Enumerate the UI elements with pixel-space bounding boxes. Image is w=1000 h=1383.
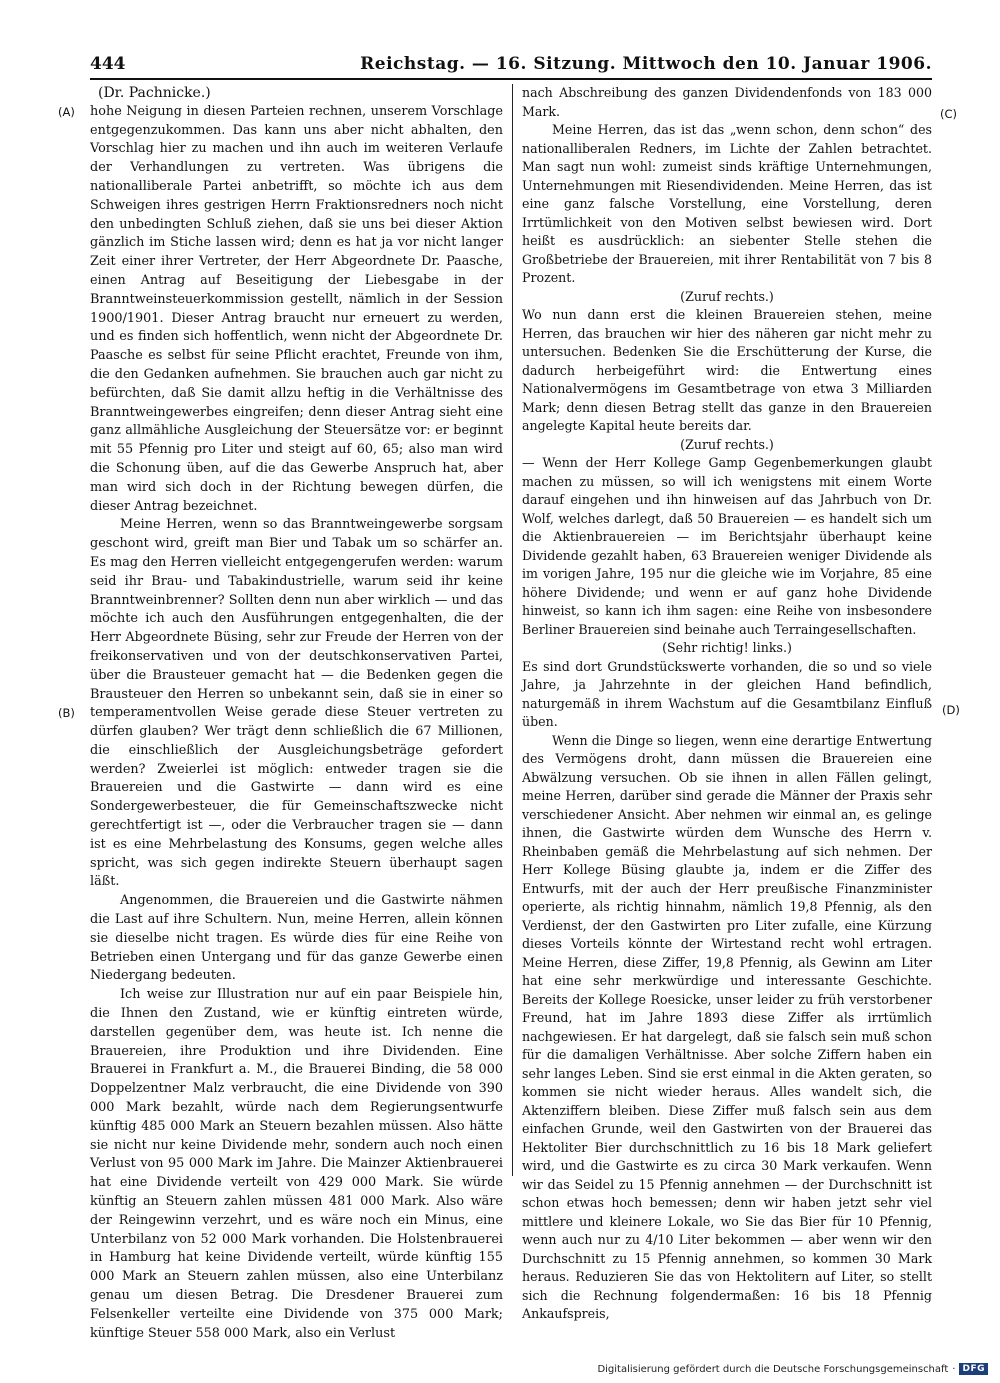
dfg-logo: DFG (959, 1363, 988, 1375)
paragraph: Ich weise zur Illustration nur auf ein paar Beispiele hin, die Ihnen den Zustand, wie er künftig eintreten würde, darstellen gegenüber dem, was heute ist. Ich nenne die Brauereien, ihre Produktion und ihre Dividenden. Eine Brauerei in Frankfurt a. M., die Brauerei Binding, die 58 000 Doppelzentner Malz verbraucht, die eine Dividende von 390 000 Mark bezahlt, würde nach dem Regierungsentwurfe künftig 485 000 Mark an Steuern bezahlen müssen. Also hätte sie nicht nur keine Dividende mehr, sondern auch noch einen Verlust von 95 000 Mark im Jahre. Die Mainzer Aktienbrauerei hat eine Dividende verteilt von 429 000 Mark. Sie würde künftig an Steuern zahlen müssen 481 000 Mark. Also wäre der Reingewinn verzehrt, und es wäre noch ein Minus, eine Unterbilanz von 52 000 Mark vorhanden. Die Holstenbrauerei in Hamburg hat keine Dividende verteilt, würde künftig 155 000 Mark an Steuern zahlen müssen, also eine Unterbilanz genau um diesen Betrag. Die Dresdener Brauerei zum Felsenkeller verteilte eine Dividende von 375 000 Mark; künftige Steuer 558 000 Mark, also ein Verlust (90, 987, 503, 1341)
margin-marker-b: (B) (58, 706, 75, 720)
page-header (90, 46, 932, 74)
interjection: (Sehr richtig! links.) (662, 640, 792, 655)
paragraph: Wenn die Dinge so liegen, wenn eine derartige Entwertung des Vermögens droht, dann müssen die Brauereien eine Abwälzung versuchen. Ob sie ihnen in allen Fällen gelingt, meine Herren, darüber sind gerade die Männer der Praxis sehr verschiedener Ansicht. Aber nehmen wir einmal an, es gelinge ihnen, die Gastwirte würden dem Wunsche des Herrn v. Rheinbaben gemäß die Mehrbelastung auf sich nehmen. Der Herr Kollege Büsing glaubte ja, indem er die Ziffer des Entwurfs, mit der auch der Herr preußische Finanzminister operierte, als richtig hinnahm, nämlich 19,8 Pfennig, als den Verdienst, der den Gastwirten pro Liter zufalle, eine Kürzung dieses Vorteils könnte der Wirtestand recht wohl ertragen. Meine Herren, diese Ziffer, 19,8 Pfennig, als Gewinn am Liter hat eine sehr merkwürdige und interessante Geschichte. Bereits der Kollege Roesicke, unser leider zu früh verstorbener Freund, hat im Jahre 1893 diese Ziffer als irrtümlich nachgewiesen. Er hat dargelegt, daß sie falsch sein muß schon für die damaligen Verhältnisse. Aber solche Ziffern haben ein sehr langes Leben. Sind sie erst einmal in die Akten geraten, so kommen sie nicht wieder heraus. Alles wandelt sich, die Aktenziffern bleiben. Diese Ziffer muß falsch sein aus dem einfachen Grunde, weil den Gastwirten von der Brauerei das Hektoliter Bier durchschnittlich zu 16 bis 18 Mark geliefert wird, und die Gastwirte es zu circa 30 Mark verkaufen. Wenn wir das Seidel zu 15 Pfennig annehmen — der Durchschnitt ist schon etwas hoch bemessen; denn wir haben jetzt sehr viel mittlere und kleinere Lokale, wo Sie das Bier für 10 Pfennig, wenn auch nur zu 4/10 Liter bekommen — aber wenn wir den Durchschnitt zu 15 Pfennig annehmen, so kommen 30 Mark heraus. Reduzieren Sie das von Hektolitern auf Liter, so stellt sich die Rechnung folgendermaßen: 16 bis 18 Pfennig Ankaufspreis, (522, 732, 932, 1321)
paragraph: — Wenn der Herr Kollege Gamp Gegenbemerkungen glaubt machen zu müssen, so will ich wenigstens mit einem Worte darauf eingehen und ihn hinweisen auf das Jahrbuch von Dr. Wolf, welches darlegt, daß 50 Brauereien — es handelt sich um die Aktienbrauereien — im Berichtsjahr überhaupt keine Dividende gezahlt haben, 63 Brauereien weniger Dividende als im vorigen Jahre, 195 nur die gleiche wie im Vorjahre, 85 eine höhere Dividende; und wenn er auf ganz hohe Dividende hinweist, so kann ich ihm sagen: eine Reihe von insbesondere Berliner Brauereien sind beinahe auch Terraingesellschaften. (522, 455, 932, 637)
paragraph: Meine Herren, wenn so das Branntweingewerbe sorgsam geschont wird, greift man Bier und Tabak um so schärfer an. Es mag den Herren vielleicht entgegengerufen werden: warum seid ihr Brau- und Tabakindustrielle, warum seid ihr keine Branntweinbrenner? Sollten denn nun aber wirklich — und das möchte ich auch den Ausführungen entgegenhalten, die der Herr Abgeordnete Büsing, sehr zur Freude der Herren von der freikonservativen und von der deutschkonservativen Partei, über die Brausteuer gemacht hat — die Bedenken gegen die Brausteuer den Herren so unbekannt sein, daß sie in einer so temperamentvollen Weise gerade diese Steuer vertreten zu dürfen glauben? Wer trägt denn schließlich die 67 Millionen, die einschließlich der Ausgleichungsbeträge gefordert werden? Zweierlei ist möglich: entweder tragen sie die Brauereien und die Gastwirte — dann wird es eine Sondergewerbesteuer, die für Gemeinschaftszwecke nicht gerechtfertigt ist —, oder die Verbraucher tragen sie — dann ist es eine Mehrbelastung des Konsums, gegen welche alles spricht, was sich gegen indirekte Steuern überhaupt sagen läßt. (90, 517, 503, 890)
right-column (522, 84, 932, 1324)
interjection: (Zuruf rechts.) (680, 436, 774, 452)
paragraph: Wo nun dann erst die kleinen Brauereien stehen, meine Herren, das brauchen wir hier des näheren gar nicht mehr zu untersuchen. Bedenken Sie die Erschütterung der Kurse, die dadurch herbeigeführt wird: die Entwertung eines Nationalvermögens im Gesamtbetrage von etwa 3 Milliarden Mark; denn diesen Betrag stellt das ganze in den Brauereien angelegte Kapital heute bereits dar. (522, 307, 932, 433)
running-title: Reichstag. — 16. Sitzung. Mittwoch den 10. Januar 1906. (360, 54, 932, 74)
paragraph: hohe Neigung in diesen Parteien rechnen, unserem Vorschlage entgegenzukommen. Das kann uns aber nicht abhalten, den Vorschlag hier zu machen und ihn auch im weiteren Verlaufe der Verhandlungen zu vertreten. Was übrigens die nationalliberale Partei anbetrifft, so möchte ich aus dem Schweigen ihres gestrigen Herrn Fraktionsredners noch nicht den unbedingten Schluß ziehen, daß sie uns bei dieser Aktion gänzlich im Stiche lassen wird; denn es hat ja vor nicht langer Zeit einer ihrer Vertreter, der Herr Abgeordnete Dr. Paasche, einen Antrag auf Beseitigung der Liebesgabe in der Branntweinsteuerkommission gestellt, nämlich in der Session 1900/1901. Dieser Antrag braucht nur erneuert zu werden, und es finden sich hoffentlich, wenn nicht der Abgeordnete Dr. Paasche es selbst für seine Pflicht erachtet, Freunde von ihm, die den Gedanken aufnehmen. Sie brauchen auch gar nicht zu befürchten, daß Sie damit allzu heftig in die Verhältnisse des Branntweingewerbes eingreifen; denn dieser Antrag sieht eine ganz allmähliche Ausgleichung der Steuersätze vor: er beginnt mit 55 Pfennig pro Liter und steigt auf 60, 65; also man wird die Schonung üben, auf die das Gewerbe Anspruch hat, aber man wird sich doch in der Richtung bewegen dürfen, die dieser Antrag bezeichnet. (90, 103, 503, 514)
margin-marker-d: (D) (942, 703, 960, 717)
footer-dot: · (952, 1363, 956, 1375)
left-column (90, 84, 503, 1343)
paragraph: Es sind dort Grundstückswerte vorhanden, die so und so viele Jahre, ja Jahrzehnte in der gleichen Hand befindlich, naturgemäß in ihrem Wachstum auf die Gesamtbilanz Einfluß üben. (522, 658, 932, 729)
footer-text: Digitalisierung gefördert durch die Deutsche Forschungsgemeinschaft (597, 1363, 949, 1375)
digitization-footer (597, 1361, 988, 1377)
paragraph: Angenommen, die Brauereien und die Gastwirte nähmen die Last auf ihre Schultern. Nun, meine Herren, allein können sie dieselbe nicht tragen. Es würde dies für eine Reihe von Betrieben einen Untergang und für das ganze Gewerbe einen Niedergang bedeuten. (90, 893, 503, 984)
header-rule (90, 78, 932, 80)
column-divider (512, 84, 513, 1176)
interjection: (Zuruf rechts.) (680, 288, 774, 304)
paragraph: Meine Herren, das ist das „wenn schon, denn schon“ des nationalliberalen Redners, im Lichte der Zahlen betrachtet. Man sagt nun wohl: zumeist sinds kräftige Unternehmungen, Unternehmungen mit Riesendividenden. Meine Herren, das ist eine ganz falsche Vorstellung, eine Vorstellung, deren Irrtümlichkeit von den Motiven selbst bewiesen wird. Dort heißt es ausdrücklich: an siebenter Stelle stehen die Großbetriebe der Brauereien, mit ihrer Rentabilität von 7 bis 8 Prozent. (522, 122, 932, 285)
page-number: 444 (90, 54, 126, 74)
paragraph: nach Abschreibung des ganzen Dividendenfonds von 183 000 Mark. (522, 85, 932, 119)
margin-marker-c: (C) (940, 107, 958, 121)
margin-marker-a: (A) (58, 105, 75, 119)
speaker-label: (Dr. Pachnicke.) (98, 85, 211, 101)
